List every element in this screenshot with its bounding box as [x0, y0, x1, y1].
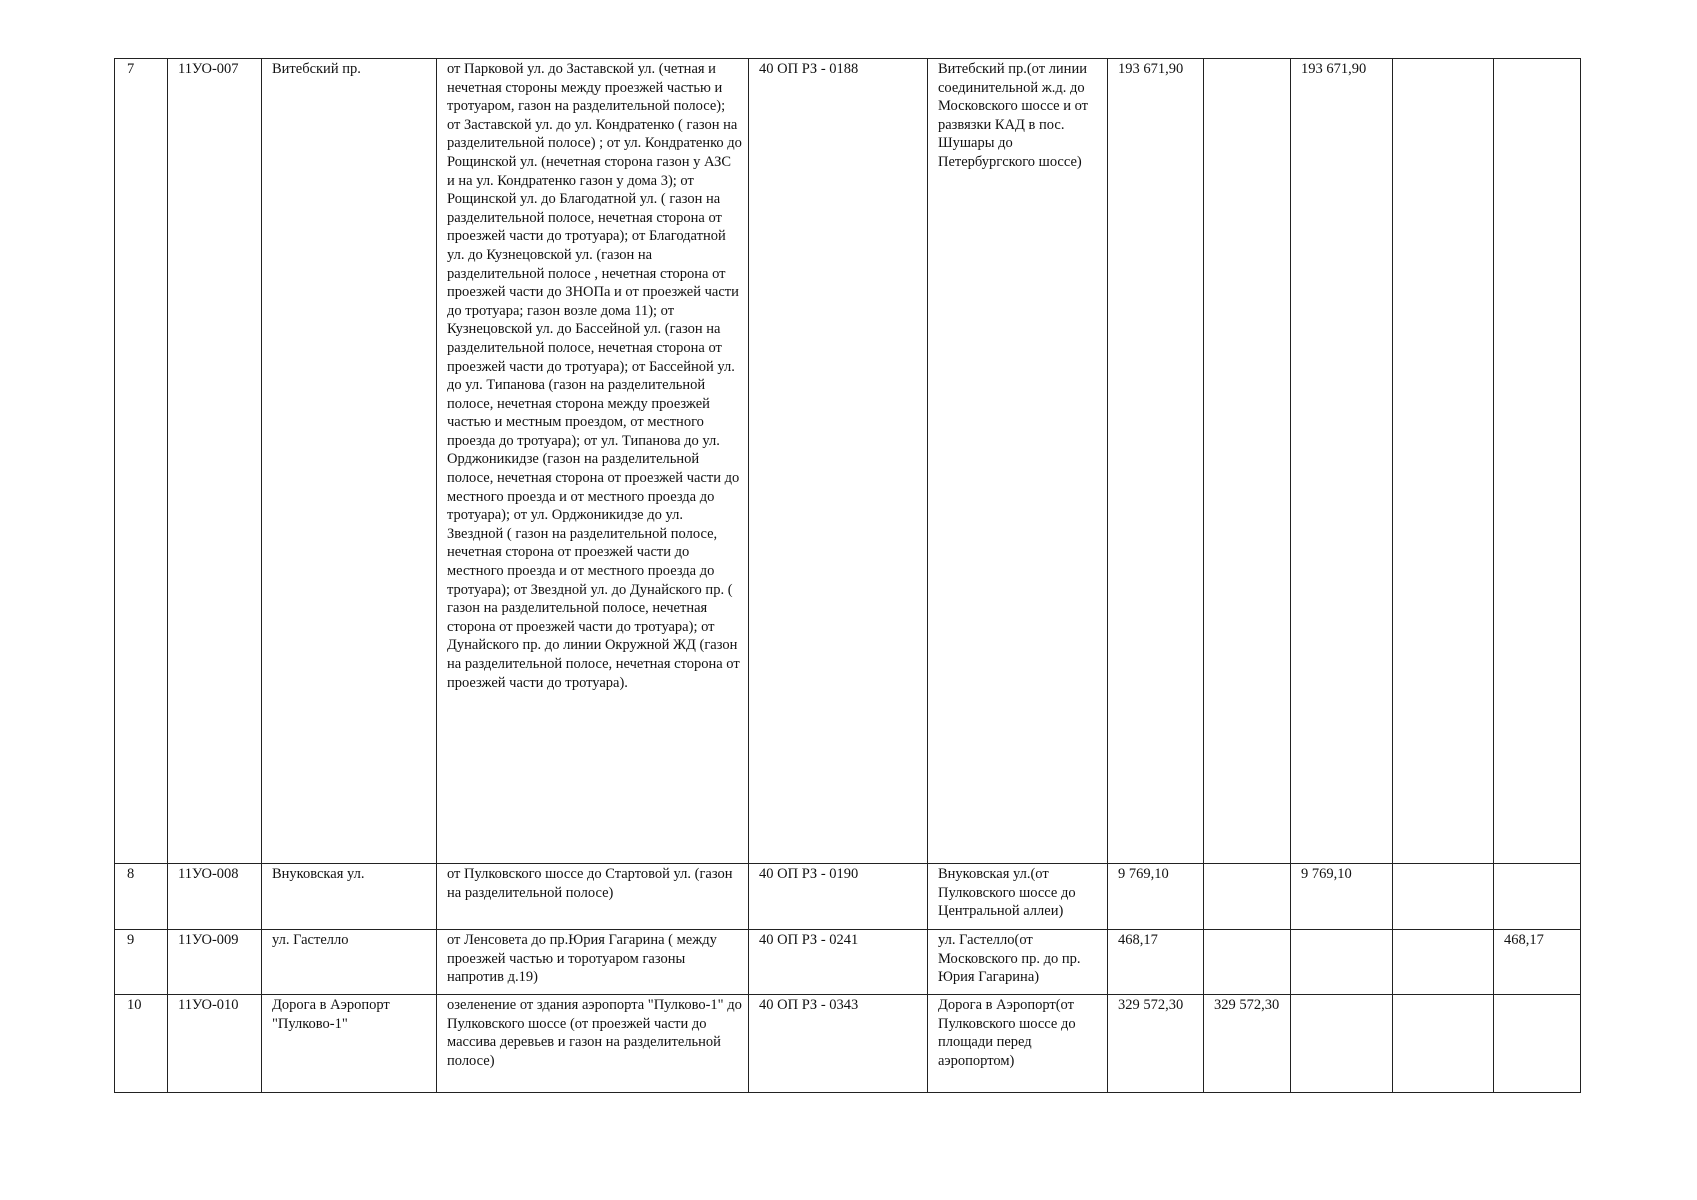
- street-name: Витебский пр.: [262, 59, 437, 864]
- document-page: [114, 58, 1581, 1093]
- value-cell-5: [1494, 59, 1581, 864]
- row-number: 7: [115, 59, 168, 864]
- value-cell-2: [1204, 864, 1291, 930]
- street-name: Внуковская ул.: [262, 864, 437, 930]
- value-cell-1: 9 769,10: [1108, 864, 1204, 930]
- value-cell-2: [1204, 59, 1291, 864]
- object-code: 11УО-007: [168, 59, 262, 864]
- row-number: 10: [115, 995, 168, 1093]
- area-description: от Парковой ул. до Заставской ул. (четная и нечетная стороны между проезжей частью и тротуаром, газон на разделительной полосе); от Заставской ул. до ул. Кондратенко ( газон на разделительной полосе) ; от ул. Кондратенко до Рощинской ул. (нечетная сторона газон у АЗС и на ул. Кондратенко газон у дома 3); от Рощинской ул. до Благодатной ул. ( газон на разделительной полосе, нечетная сторона от проезжей части до тротуара); от Благодатной ул. до Кузнецовской ул. (газон на разделительной полосе , нечетная сторона от проезжей части до ЗНОПа и от проезжей части до тротуара; газон возле дома 11); от Кузнецовской ул. до Бассейной ул. (газон на разделительной полосе, нечетная сторона от проезжей части до тротуара); от Бассейной ул. до ул. Типанова (газон на разделительной полосе, нечетная сторона между проезжей частью и местным проездом, от местного проезда до тротуара); от ул. Типанова до ул. Орджоникидзе (газон на разделительной полосе, нечетная сторона от проезжей части до местного проезда и от местного проезда до тротуара); от ул. Орджоникидзе до ул. Звездной ( газон на разделительной полосе, нечетная сторона от проезжей части до местного проезда и от местного проезда до тротуара); от Звездной ул. до Дунайского пр. ( газон на разделительной полосе, нечетная сторона от проезжей части до тротуара); от Дунайского пр. до линии Окружной ЖД (газон на разделительной полосе, нечетная сторона от проезжей части до тротуара).: [437, 59, 749, 864]
- object-code: 11УО-009: [168, 930, 262, 995]
- value-cell-1: 193 671,90: [1108, 59, 1204, 864]
- value-cell-5: [1494, 995, 1581, 1093]
- table-row: [115, 59, 1581, 864]
- table-row: [115, 930, 1581, 995]
- value-cell-1: 468,17: [1108, 930, 1204, 995]
- area-description: от Пулковского шоссе до Стартовой ул. (газон на разделительной полосе): [437, 864, 749, 930]
- green-areas-table: [114, 58, 1581, 1093]
- value-cell-1: 329 572,30: [1108, 995, 1204, 1093]
- table-row: [115, 995, 1581, 1093]
- value-cell-3: 9 769,10: [1291, 864, 1393, 930]
- road-id: 40 ОП РЗ - 0190: [749, 864, 928, 930]
- value-cell-3: 193 671,90: [1291, 59, 1393, 864]
- table-row: [115, 864, 1581, 930]
- value-cell-4: [1393, 995, 1494, 1093]
- road-description: Дорога в Аэропорт(от Пулковского шоссе до площади перед аэропортом): [928, 995, 1108, 1093]
- area-description: от Ленсовета до пр.Юрия Гагарина ( между проезжей частью и торотуаром газоны напротив д.19): [437, 930, 749, 995]
- street-name: ул. Гастелло: [262, 930, 437, 995]
- road-id: 40 ОП РЗ - 0343: [749, 995, 928, 1093]
- value-cell-3: [1291, 930, 1393, 995]
- area-description: озеленение от здания аэропорта "Пулково-1" до Пулковского шоссе (от проезжей части до массива деревьев и газон на разделительной полосе): [437, 995, 749, 1093]
- value-cell-5: 468,17: [1494, 930, 1581, 995]
- road-description: ул. Гастелло(от Московского пр. до пр. Юрия Гагарина): [928, 930, 1108, 995]
- road-id: 40 ОП РЗ - 0188: [749, 59, 928, 864]
- object-code: 11УО-008: [168, 864, 262, 930]
- street-name: Дорога в Аэропорт "Пулково-1": [262, 995, 437, 1093]
- value-cell-4: [1393, 864, 1494, 930]
- value-cell-2: [1204, 930, 1291, 995]
- road-description: Внуковская ул.(от Пулковского шоссе до Центральной аллеи): [928, 864, 1108, 930]
- row-number: 8: [115, 864, 168, 930]
- row-number: 9: [115, 930, 168, 995]
- value-cell-3: [1291, 995, 1393, 1093]
- value-cell-4: [1393, 59, 1494, 864]
- value-cell-5: [1494, 864, 1581, 930]
- object-code: 11УО-010: [168, 995, 262, 1093]
- road-id: 40 ОП РЗ - 0241: [749, 930, 928, 995]
- road-description: Витебский пр.(от линии соединительной ж.д. до Московского шоссе и от развязки КАД в пос. Шушары до Петербургского шоссе): [928, 59, 1108, 864]
- value-cell-4: [1393, 930, 1494, 995]
- value-cell-2: 329 572,30: [1204, 995, 1291, 1093]
